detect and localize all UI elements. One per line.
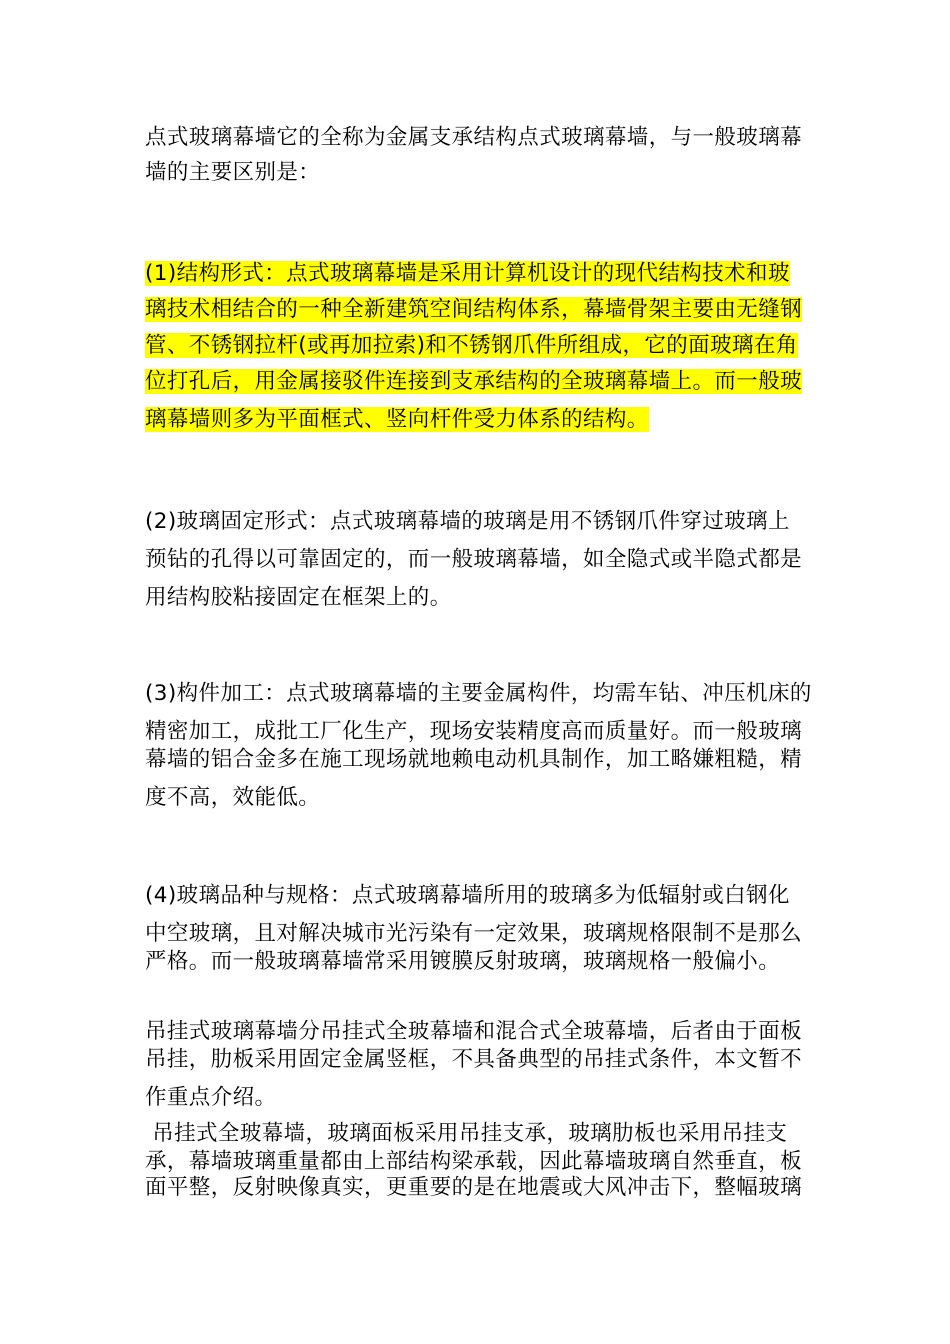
section1-line-1: (1)结构形式：点式玻璃幕墙是采用计算机设计的现代结构技术和玻 (145, 261, 790, 286)
section1-line-2: 璃技术相结合的一种全新建筑空间结构体系，幕墙骨架主要由无缝钢 (145, 297, 803, 322)
section1-line-4: 位打孔后，用金属接驳件连接到支承结构的全玻璃幕墙上。而一般玻 (145, 369, 803, 394)
section2-line-1: (2)玻璃固定形式：点式玻璃幕墙的玻璃是用不锈钢爪件穿过玻璃上 (145, 509, 790, 534)
section3-line-1: (3)构件加工：点式玻璃幕墙的主要金属构件，均需车钻、冲压机床的 (145, 681, 812, 706)
section1-line-3: 管、不锈钢拉杆(或再加拉索)和不锈钢爪件所组成，它的面玻璃在角 (145, 333, 798, 358)
section2-line-3: 用结构胶粘接固定在框架上的。 (145, 585, 452, 610)
intro-line-2: 墙的主要区别是： (145, 160, 321, 185)
section3-line-4: 度不高，效能低。 (145, 785, 321, 810)
section3-line-2: 精密加工，成批工厂化生产，现场安装精度高而质量好。而一般玻璃 (145, 719, 803, 744)
section5-line-2: 吊挂，肋板采用固定金属竖框，不具备典型的吊挂式条件，本文暂不 (145, 1047, 803, 1072)
section1-line-5: 璃幕墙则多为平面框式、竖向杆件受力体系的结构。 (145, 407, 649, 432)
intro-line-1: 点式玻璃幕墙它的全称为金属支承结构点式玻璃幕墙，与一般玻璃幕 (145, 125, 803, 150)
section4-line-2: 中空玻璃，且对解决城市光污染有一定效果，玻璃规格限制不是那么 (145, 921, 803, 946)
section4-line-3: 严格。而一般玻璃幕墙常采用镀膜反射玻璃，玻璃规格一般偏小。 (145, 949, 781, 974)
section6-line-1: 吊挂式全玻幕墙，玻璃面板采用吊挂支承，玻璃肋板也采用吊挂支 (145, 1121, 788, 1146)
section3-line-3: 幕墙的铝合金多在施工现场就地赖电动机具制作，加工略嫌粗糙，精 (145, 747, 803, 772)
section5-line-1: 吊挂式玻璃幕墙分吊挂式全玻幕墙和混合式全玻幕墙，后者由于面板 (145, 1019, 803, 1044)
section6-line-2: 承，幕墙玻璃重量都由上部结构梁承载，因此幕墙玻璃自然垂直，板 (145, 1149, 803, 1174)
section5-line-3: 作重点介绍。 (145, 1085, 277, 1110)
section2-line-2: 预钻的孔得以可靠固定的，而一般玻璃幕墙，如全隐式或半隐式都是 (145, 547, 803, 572)
section6-line-3: 面平整，反射映像真实，更重要的是在地震或大风冲击下，整幅玻璃 (145, 1175, 803, 1200)
section4-line-1: (4)玻璃品种与规格：点式玻璃幕墙所用的玻璃多为低辐射或白钢化 (145, 883, 790, 908)
